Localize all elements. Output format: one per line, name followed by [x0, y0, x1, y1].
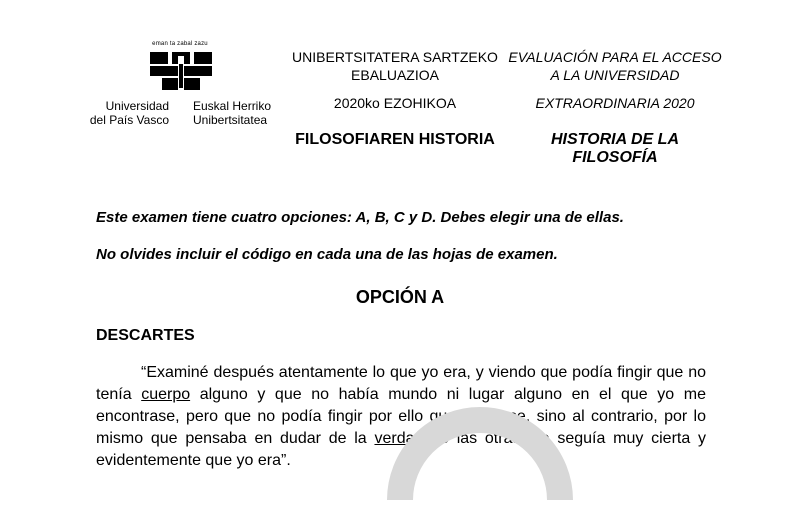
quote-text: “Examiné después atentamente lo que yo era, y viendo que podía fingir que no tenía cuerpo alguno y que no había mundo ni lugar alguno en el que yo me encontrase, pero que no podía fingir por ello que no fuese, sino al contrario, por lo mismo que pensaba en dudar de la verdad de las otras, se seguía muy cierta y evidentemente que yo era”.	[96, 364, 707, 469]
exam-title-eu: UNIBERTSITATERA SARTZEKO EBALUAZIOA	[292, 49, 498, 83]
author-heading: DESCARTES	[96, 327, 195, 344]
exam-session-es: EXTRAORDINARIA 2020	[535, 95, 695, 111]
university-logo-icon	[148, 50, 214, 92]
university-name-eu: Euskal Herriko Unibertsitatea	[193, 99, 272, 127]
underlined-term-cuerpo: cuerpo	[141, 386, 191, 403]
university-name-es: Universidad del País Vasco	[89, 99, 169, 127]
subject-es: HISTORIA DE LA FILOSOFÍA	[550, 131, 679, 166]
subject-eu: FILOSOFIAREN HISTORIA	[295, 131, 495, 148]
university-motto: eman ta zabal zazu	[152, 41, 208, 47]
underlined-term-verdad: verdad	[374, 430, 424, 447]
exam-title-es: EVALUACIÓN PARA EL ACCESO A LA UNIVERSIDAD	[508, 49, 722, 83]
instruction-code: No olvides incluir el código en cada una de las hojas de examen.	[96, 246, 558, 263]
option-title: OPCIÓN A	[355, 287, 445, 307]
instruction-options: Este examen tiene cuatro opciones: A, B, C y D. Debes elegir una de ellas.	[96, 209, 624, 226]
exam-session-eu: 2020ko EZOHIKOA	[333, 95, 457, 111]
watermark-icon	[380, 390, 580, 510]
